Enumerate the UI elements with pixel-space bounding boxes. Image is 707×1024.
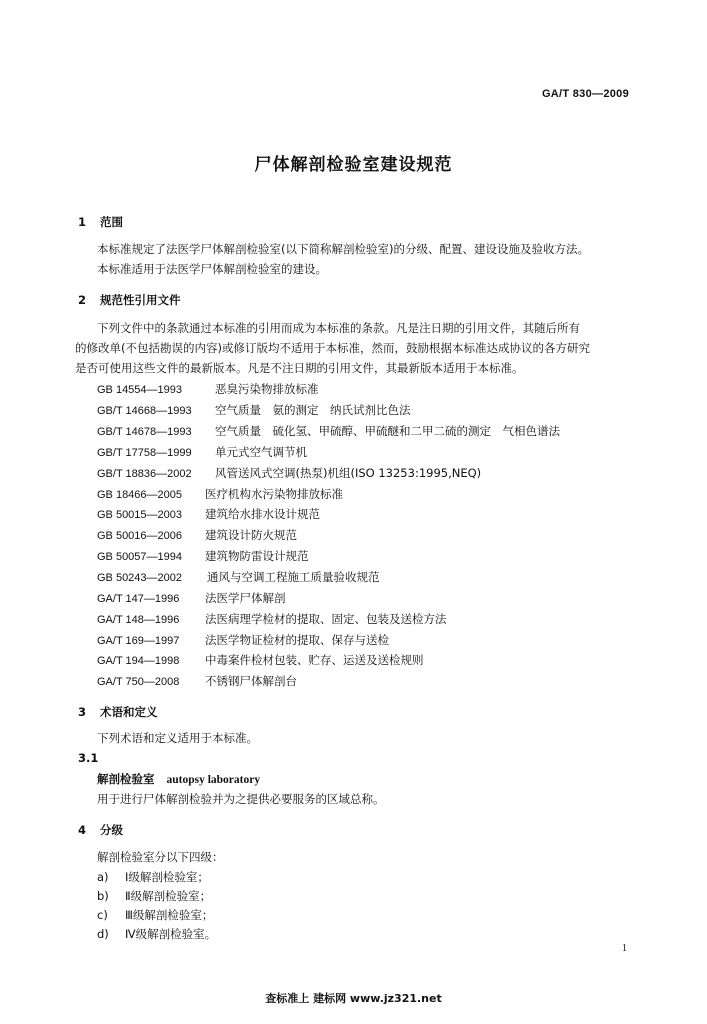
term-chinese: 解剖检验室 [97,772,155,786]
section-3-heading: 3 术语和定义 [78,705,158,719]
reference-item: GB 50243—2002 通风与空调工程施工质量验收规范 [97,570,380,584]
term-line [97,772,260,787]
document-title: 尸体解剖检验室建设规范 [254,155,453,175]
subsection-number: 3.1 [78,751,99,765]
section-4-heading: 4 分级 [78,823,123,837]
list-item: b) Ⅱ级解剖检验室； [97,889,212,903]
list-item: a) Ⅰ级解剖检验室； [97,870,209,884]
reference-item: GB 18466—2005 医疗机构水污染物排放标准 [97,487,343,501]
standard-code: GA/T 830—2009 [541,88,629,100]
section-1-paragraph: 本标准规定了法医学尸体解剖检验室(以下简称解剖检验室)的分级、配置、建设设施及验收方法。 [97,242,589,256]
reference-item: GA/T 148—1996 法医病理学检材的提取、固定、包装及送检方法 [97,612,447,626]
reference-item: GB 50015—2003 建筑给水排水设计规范 [97,507,320,521]
section-2-heading: 2 规范性引用文件 [78,293,181,307]
list-item: c) Ⅲ级解剖检验室； [97,908,214,922]
section-2-intro-line: 的修改单(不包括勘误的内容)或修订版均不适用于本标准，然而，鼓励根据本标准达成协议的各方研究 [75,341,590,355]
section-1-paragraph: 本标准适用于法医学尸体解剖检验室的建设。 [97,262,327,276]
reference-item: GA/T 147—1996 法医学尸体解剖 [97,591,286,605]
term-definition: 用于进行尸体解剖检验并为之提供必要服务的区域总称。 [97,792,385,806]
reference-item: GB/T 14678—1993 空气质量 硫化氢、甲硫醇、甲硫醚和二甲二硫的测定 气相色谱法 [97,424,560,438]
reference-item: GB 50016—2006 建筑设计防火规范 [97,528,297,542]
page-number: 1 [622,943,627,954]
footer-watermark: 查标准上 建标网 www.jz321.net [265,992,442,1005]
reference-item: GB/T 14668—1993 空气质量 氨的测定 纳氏试剂比色法 [97,403,411,417]
reference-item: GA/T 169—1997 法医学物证检材的提取、保存与送检 [97,633,389,647]
reference-item: GB/T 17758—1999 单元式空气调节机 [97,445,307,459]
section-1-heading: 1 范围 [78,215,123,229]
reference-item: GA/T 194—1998 中毒案件检材包装、贮存、运送及送检规则 [97,653,424,667]
reference-item: GB/T 18836—2002 风管送风式空调(热泵)机组(ISO 13253:1995,NEQ) [97,466,482,480]
section-2-intro-line: 下列文件中的条款通过本标准的引用而成为本标准的条款。凡是注日期的引用文件，其随后所有 [97,321,580,335]
reference-item: GA/T 750—2008 不锈钢尸体解剖台 [97,674,297,688]
reference-item: GB 14554—1993 恶臭污染物排放标准 [97,382,319,396]
reference-item: GB 50057—1994 建筑物防雷设计规范 [97,549,309,563]
section-4-intro: 解剖检验室分以下四级： [97,850,224,864]
section-2-intro-line: 是否可使用这些文件的最新版本。凡是不注日期的引用文件，其最新版本适用于本标准。 [75,361,524,375]
term-english: autopsy laboratory [166,774,261,786]
list-item: d) Ⅳ级解剖检验室。 [97,927,217,941]
section-3-intro: 下列术语和定义适用于本标准。 [97,731,258,745]
